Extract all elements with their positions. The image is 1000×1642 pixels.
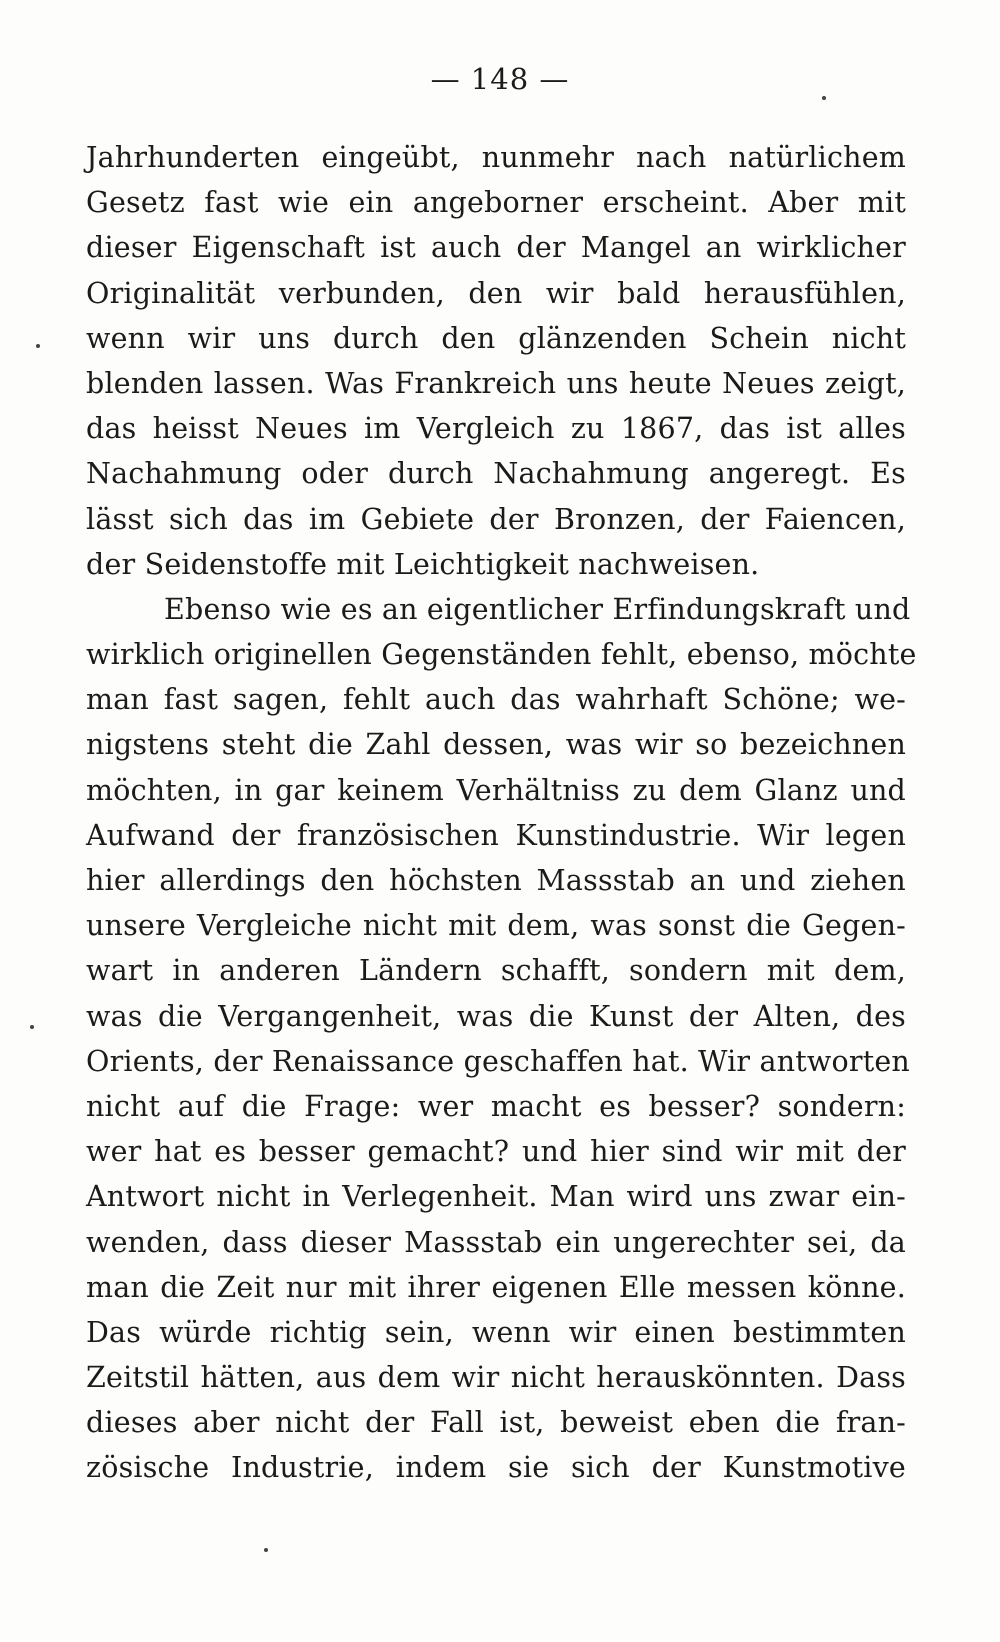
print-speck	[264, 1548, 268, 1552]
text-line: nigstens steht die Zahl dessen, was wir so bezeichnen	[86, 728, 906, 762]
text-line: zösische Industrie, indem sie sich der Kunstmotive	[86, 1451, 906, 1485]
text-line: Jahrhunderten eingeübt, nunmehr nach natürlichem	[86, 141, 906, 174]
print-speck	[822, 96, 826, 100]
text-line: blenden lassen. Was Frankreich uns heute Neues zeigt,	[86, 366, 906, 400]
text-line: Nachahmung oder durch Nachahmung angeregt. Es	[86, 457, 906, 491]
text-line: Orients, der Renaissance geschaffen hat. Wir antworten	[86, 1044, 910, 1078]
paragraph-2	[86, 587, 917, 1491]
text-line: unsere Vergleiche nicht mit dem, was sonst die Gegen-	[86, 909, 906, 943]
text-line: dieses aber nicht der Fall ist, beweist eben die fran-	[86, 1406, 906, 1440]
text-line: möchten, in gar keinem Verhältniss zu dem Glanz und	[86, 773, 906, 807]
body-text	[86, 135, 917, 1491]
text-line: wart in anderen Ländern schafft, sondern mit dem,	[86, 954, 906, 988]
text-line: Aufwand der französischen Kunstindustrie. Wir legen	[86, 818, 906, 852]
text-line: Zeitstil hätten, aus dem wir nicht herauskönnten. Dass	[86, 1361, 906, 1395]
page-number: — 148 —	[430, 62, 570, 96]
text-line: Antwort nicht in Verlegenheit. Man wird uns zwar ein-	[86, 1180, 906, 1214]
print-speck	[30, 1025, 34, 1029]
text-line: der Seidenstoffe mit Leichtigkeit nachweisen.	[86, 547, 760, 581]
text-line: nicht auf die Frage: wer macht es besser? sondern:	[86, 1089, 906, 1123]
text-line: wirklich originellen Gegenständen fehlt, ebenso, möchte	[86, 638, 917, 672]
text-line: das heisst Neues im Vergleich zu 1867, das ist alles	[86, 412, 906, 446]
text-line: Originalität verbunden, den wir bald herausfühlen,	[86, 276, 906, 310]
text-line: dieser Eigenschaft ist auch der Mangel an wirklicher	[86, 231, 906, 265]
print-speck	[36, 344, 40, 348]
text-line: wer hat es besser gemacht? und hier sind wir mit der	[86, 1135, 906, 1169]
text-line: man fast sagen, fehlt auch das wahrhaft Schöne; we-	[86, 683, 906, 717]
text-line: was die Vergangenheit, was die Kunst der Alten, des	[86, 999, 906, 1033]
paragraph-1	[86, 135, 906, 587]
text-line: Gesetz fast wie ein angeborner erscheint. Aber mit	[86, 186, 906, 220]
text-line: Ebenso wie es an eigentlicher Erfindungskraft und	[164, 592, 911, 626]
text-line: wenn wir uns durch den glänzenden Schein nicht	[86, 321, 906, 355]
text-line: wenden, dass dieser Massstab ein ungerechter sei, da	[86, 1225, 906, 1259]
text-line: man die Zeit nur mit ihrer eigenen Elle messen könne.	[86, 1270, 906, 1304]
text-line: lässt sich das im Gebiete der Bronzen, der Faiencen,	[86, 502, 906, 536]
text-line: Das würde richtig sein, wenn wir einen bestimmten	[86, 1315, 906, 1349]
text-line: hier allerdings den höchsten Massstab an und ziehen	[86, 864, 906, 897]
